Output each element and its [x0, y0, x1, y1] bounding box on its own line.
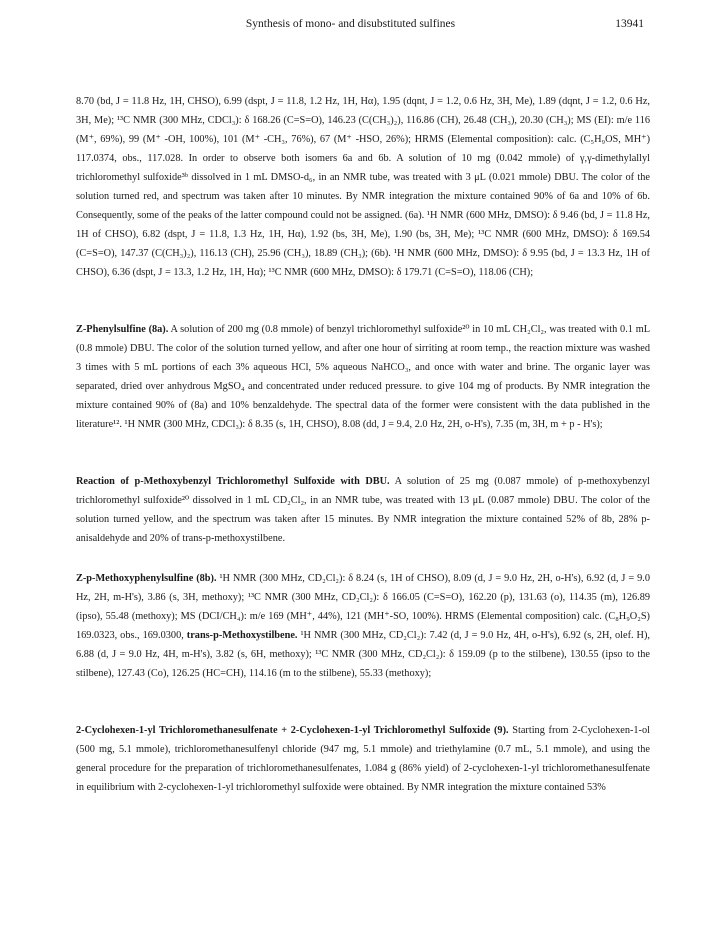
paragraph-methoxyphenylsulfine: [76, 569, 650, 683]
paragraph-text: ¹H NMR (300 MHz, CD₂Cl₂): δ 8.24 (s, 1H of CHSO), 8.09 (d, J = 9.0 Hz, 2H, o-H's), 6.92 (d, J = 9.0 Hz, 2H, m-H's), 3.86 (s, 3H, methoxy); ¹³C NMR (300 MHz, CD₂Cl₂): δ 166.05 (C=S=O), 162.20 (p), 131.63 (o), 114.35 (m), 126.89 (ipso), 55.48 (methoxy); MS (DCI/CH₄): m/e 169 (MH⁺, 44%), 121 (MH⁺-SO, 100%). HRMS (Elemental composition) calc. (C₈H₉O₂S) 169.0323, obs., 169.0300,: [76, 573, 650, 641]
paragraph-gap: [76, 282, 650, 320]
paragraph-methoxybenzyl-reaction: [76, 472, 650, 548]
paragraph-cyclohexenyl: [76, 721, 650, 797]
paragraph-gap: [76, 548, 650, 569]
article-body: [76, 92, 650, 797]
section-title-methoxystilbene: trans-p-Methoxystilbene.: [186, 630, 298, 641]
paragraph-text: ¹H NMR (300 MHz, CD₂Cl₂): 7.42 (d, J = 9.0 Hz, 4H, o-H's), 6.92 (s, 2H, olef. H), 6.88 (d, J = 9.0 Hz, 4H, m-H's), 3.82 (s, 6H, methoxy); ¹³C NMR (300 MHz, CD₂Cl₂): δ 159.09 (p to the stilbene), 130.55 (ipso to the stilbene), 127.43 (Co), 126.25 (HC=CH), 114.16 (m to the stilbene), 55.33 (methoxy);: [76, 630, 650, 679]
paragraph-gap: [76, 434, 650, 472]
paragraph-gap: [76, 683, 650, 721]
paragraph-text: A solution of 200 mg (0.8 mmole) of benzyl trichloromethyl sulfoxide²⁰ in 10 mL CH₂Cl₂, was treated with 0.1 mL (0.8 mmole) DBU. The color of the solution turned yellow, and after one hour of sirriting at room temp., the reaction mixture was washed 3 times with 5 mL portions of each 3% aqueous HCl, 5% aqueous NaHCO₃, and once with water and brine. The organic layer was separated, dried over anhydrous MgSO₄ and concentrated under reduced pressure. to give 104 mg of products. By NMR integration the mixture contained 90% of (8a) and 10% benzaldehyde. The spectral data of the former were consistent with the data published in the literature¹². ¹H NMR (300 MHz, CDCl₃): δ 8.35 (s, 1H, CHSO), 8.08 (dd, J = 9.4, 2.0 Hz, 2H, o-H's), 7.35 (m, 3H, m + p - H's);: [76, 324, 650, 430]
section-title-phenylsulfine: Z-Phenylsulfine (8a).: [76, 324, 169, 335]
section-title-methoxyphenylsulfine: Z-p-Methoxyphenylsulfine (8b).: [76, 573, 217, 584]
paragraph-phenylsulfine: [76, 320, 650, 434]
paragraph-text: A solution of 25 mg (0.087 mmole) of p-methoxybenzyl trichloromethyl sulfoxide²⁰ dissolved in 1 mL CD₂Cl₂, in an NMR tube, was treated with 13 μL (0.087 mmole) DBU. The color of the solution turned yellow, and the spectrum was taken after 15 minutes. By NMR integration the mixture contained 52% of 8b, 28% p-anisaldehyde and 20% of trans-p-methoxystilbene.: [76, 476, 650, 544]
running-title: Synthesis of mono- and disubstituted sulfines: [245, 18, 456, 30]
paragraph-nmr-data: 8.70 (bd, J = 11.8 Hz, 1H, CHSO), 6.99 (dspt, J = 11.8, 1.2 Hz, 1H, Hα), 1.95 (dqnt, J = 1.2, 0.6 Hz, 3H, Me), 1.89 (dqnt, J = 1.2, 0.6 Hz, 3H, Me); ¹³C NMR (300 MHz, CDCl₃): δ 168.26 (C=S=O), 146.23 (C(CH₃)₂), 116.86 (CH), 26.48 (CH₃), 20.30 (CH₃); MS (EI): m/e 116 (M⁺, 69%), 99 (M⁺ -OH, 100%), 101 (M⁺ -CH₃, 76%), 67 (M⁺ -HSO, 26%); HRMS (Elemental composition): calc. (C₅H₉OS, MH⁺) 117.0374, obs., 117.028. In order to observe both isomers 6a and 6b. A solution of 10 mg (0.042 mmole) of γ,γ-dimethylallyl trichloromethyl sulfoxide³ᵇ dissolved in 1 mL DMSO-d₆, in an NMR tube, was treated with 3 μL (0.021 mmole) DBU. The color of the solution turned red, and spectrum was taken after 10 minutes. By NMR integration the mixture contained 90% of 6a and 10% of 6b. Consequently, some of the peaks of the latter compound could not be assigned. (6a). ¹H NMR (600 MHz, DMSO): δ 9.46 (bd, J = 11.8 Hz, 1H of CHSO), 6.82 (dspt, J = 11.8, 1.3 Hz, 1H, Hα), 1.92 (bs, 3H, Me), 1.90 (bs, 3H, Me); ¹³C NMR (600 MHz, DMSO): δ 169.54 (C=S=O), 147.37 (C(CH₃)₂), 116.13 (CH), 25.96 (CH₃), 18.89 (CH₃); (6b). ¹H NMR (600 MHz, DMSO): δ 9.95 (bd, J = 13.3 Hz, 1H of CHSO), 6.36 (dspt, J = 13.3, 1.2 Hz, 1H, Hα); ¹³C NMR (600 MHz, DMSO): δ 179.71 (C=S=O), 118.06 (CH);: [76, 96, 650, 278]
paragraph-text: Starting from 2-Cyclohexen-1-ol (500 mg, 5.1 mmole), trichloromethanesulfenyl chloride (947 mg, 5.1 mmole) and triethylamine (0.7 mL, 5.1 mmole), and using the general procedure for the preparation of trichloromethanesulfenates, 1.084 g (86% yield) of 2-cyclohexen-1-yl trichloromethanesulfenate in equilibrium with 2-cyclohexen-1-yl trichloromethyl sulfoxide were obtained. By NMR integration the mixture contained 53%: [76, 725, 650, 793]
section-title-cyclohexenyl: 2-Cyclohexen-1-yl Trichloromethanesulfenate + 2-Cyclohexen-1-yl Trichloromethyl Sulfoxide (9).: [76, 725, 509, 736]
page-number: 13941: [615, 18, 644, 30]
section-title-methoxybenzyl-reaction: Reaction of p-Methoxybenzyl Trichloromethyl Sulfoxide with DBU.: [76, 476, 390, 487]
